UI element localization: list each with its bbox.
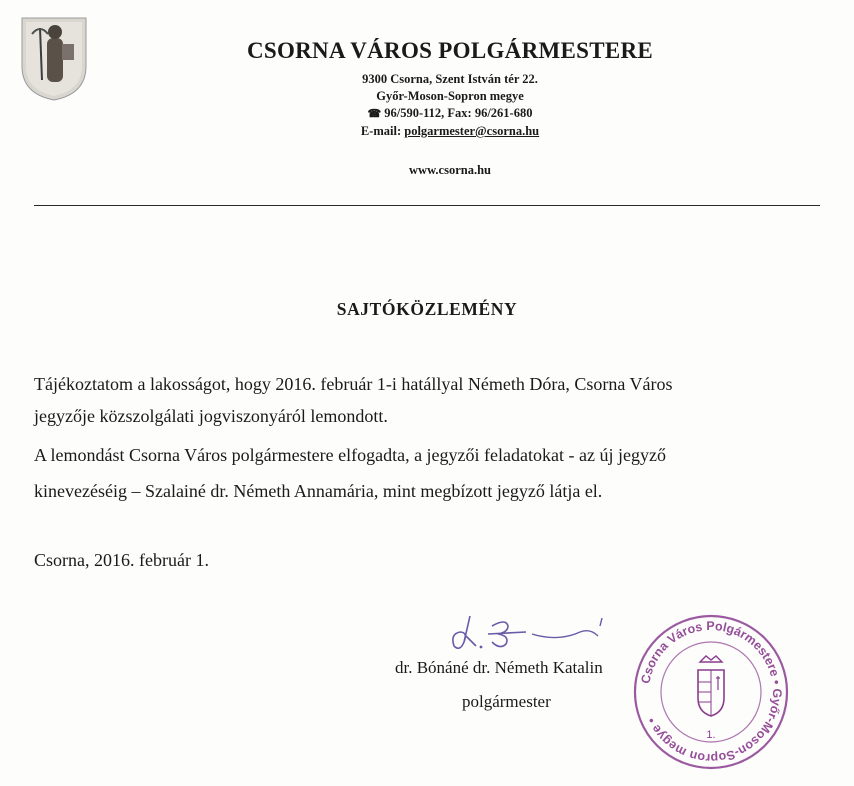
- header-title: CSORNA VÁROS POLGÁRMESTERE: [246, 38, 654, 63]
- city-crest-logo: [18, 14, 90, 102]
- signatory-title: polgármester: [462, 692, 551, 711]
- document-heading: SAJTÓKÖZLEMÉNY: [336, 299, 518, 319]
- paragraph-line-2: jegyzője közszolgálati jogviszonyáról lemondott.: [34, 406, 388, 426]
- header-website[interactable]: www.csorna.hu: [409, 163, 491, 177]
- paragraph-line-4: kinevezéséig – Szalainé dr. Németh Annamária, mint megbízott jegyző látja el.: [34, 481, 603, 501]
- header-county: Győr-Moson-Sopron megye: [376, 89, 524, 103]
- header-divider: [34, 205, 820, 206]
- email-link[interactable]: polgarmester@csorna.hu: [404, 124, 540, 138]
- stamp-text: Csorna Város Polgármestere • Győr-Moson-Sopron megye •: [638, 618, 785, 766]
- email-label: E-mail:: [360, 124, 402, 138]
- paragraph-line-3: A lemondást Csorna Város polgármestere elfogadta, a jegyzői feladatokat - az új jegyző: [34, 445, 666, 465]
- header-address: 9300 Csorna, Szent István tér 22.: [362, 72, 538, 86]
- official-stamp: [626, 612, 796, 772]
- signatory-name: dr. Bónáné dr. Németh Katalin: [395, 658, 603, 677]
- dateline: Csorna, 2016. február 1.: [34, 550, 209, 570]
- stamp-number: 1.: [706, 729, 716, 741]
- paragraph-line-1: Tájékoztatom a lakosságot, hogy 2016. február 1-i hatállyal Németh Dóra, Csorna Város: [34, 374, 673, 394]
- header-email: [160, 124, 740, 139]
- phone-fax-text: 96/590-112, Fax: 96/261-680: [384, 106, 533, 120]
- phone-icon: ☎: [367, 108, 382, 120]
- handwritten-signature: [448, 612, 628, 658]
- header-phone-fax: [160, 106, 740, 121]
